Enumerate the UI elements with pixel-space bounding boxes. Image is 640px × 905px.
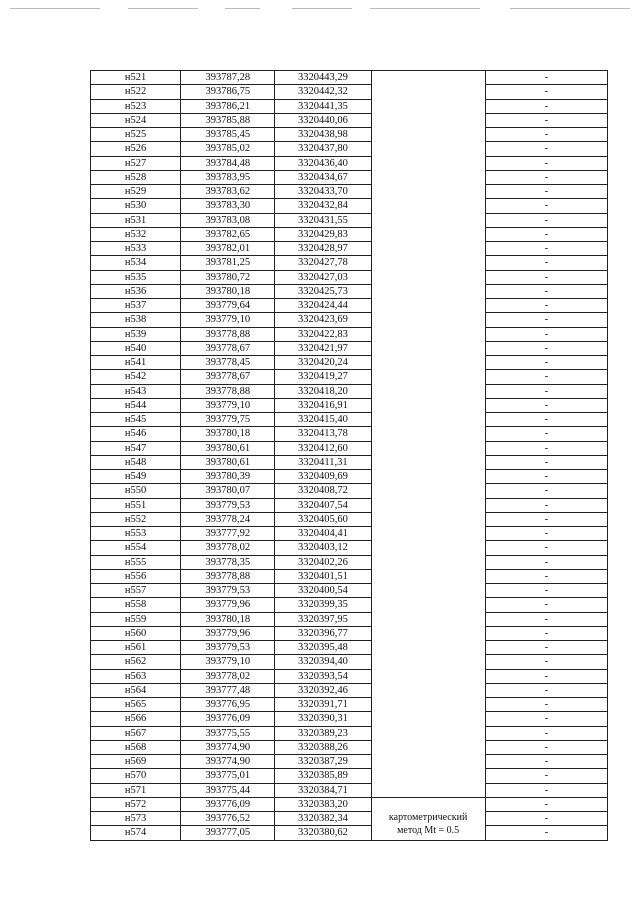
x-coordinate-cell: 393775,01 (181, 769, 275, 783)
point-name-cell: н571 (91, 783, 181, 797)
point-name-cell: н533 (91, 242, 181, 256)
point-name-cell: н525 (91, 128, 181, 142)
x-coordinate-cell: 393778,88 (181, 327, 275, 341)
point-name-cell: н536 (91, 284, 181, 298)
x-coordinate-cell: 393778,24 (181, 512, 275, 526)
table-row (91, 712, 608, 726)
x-coordinate-cell: 393782,65 (181, 227, 275, 241)
x-coordinate-cell: 393776,95 (181, 698, 275, 712)
point-name-cell: н527 (91, 156, 181, 170)
x-coordinate-cell: 393785,45 (181, 128, 275, 142)
table-row (91, 398, 608, 412)
point-name-cell: н572 (91, 797, 181, 811)
description-cell: - (485, 356, 607, 370)
x-coordinate-cell: 393786,75 (181, 85, 275, 99)
x-coordinate-cell: 393777,05 (181, 826, 275, 840)
table-row (91, 270, 608, 284)
point-name-cell: н528 (91, 170, 181, 184)
x-coordinate-cell: 393779,10 (181, 655, 275, 669)
table-row (91, 669, 608, 683)
x-coordinate-cell: 393780,61 (181, 441, 275, 455)
description-cell: - (485, 555, 607, 569)
y-coordinate-cell: 3320423,69 (275, 313, 371, 327)
point-name-cell: н529 (91, 185, 181, 199)
y-coordinate-cell: 3320400,54 (275, 584, 371, 598)
description-cell: - (485, 256, 607, 270)
x-coordinate-cell: 393778,02 (181, 669, 275, 683)
point-name-cell: н531 (91, 213, 181, 227)
table-row (91, 370, 608, 384)
y-coordinate-cell: 3320420,24 (275, 356, 371, 370)
y-coordinate-cell: 3320388,26 (275, 740, 371, 754)
x-coordinate-cell: 393775,55 (181, 726, 275, 740)
point-name-cell: н558 (91, 598, 181, 612)
point-name-cell: н539 (91, 327, 181, 341)
point-name-cell: н554 (91, 541, 181, 555)
point-name-cell: н565 (91, 698, 181, 712)
y-coordinate-cell: 3320385,89 (275, 769, 371, 783)
x-coordinate-cell: 393778,45 (181, 356, 275, 370)
x-coordinate-cell: 393785,88 (181, 113, 275, 127)
y-coordinate-cell: 3320427,03 (275, 270, 371, 284)
y-coordinate-cell: 3320425,73 (275, 284, 371, 298)
table-row (91, 455, 608, 469)
point-name-cell: н556 (91, 569, 181, 583)
x-coordinate-cell: 393777,48 (181, 683, 275, 697)
point-name-cell: н535 (91, 270, 181, 284)
y-coordinate-cell: 3320440,06 (275, 113, 371, 127)
y-coordinate-cell: 3320419,27 (275, 370, 371, 384)
table-row (91, 812, 608, 826)
y-coordinate-cell: 3320441,35 (275, 99, 371, 113)
x-coordinate-cell: 393774,90 (181, 755, 275, 769)
table-row (91, 541, 608, 555)
point-name-cell: н540 (91, 341, 181, 355)
method-blank-cell (371, 71, 485, 798)
y-coordinate-cell: 3320396,77 (275, 626, 371, 640)
x-coordinate-cell: 393781,25 (181, 256, 275, 270)
x-coordinate-cell: 393780,18 (181, 284, 275, 298)
x-coordinate-cell: 393776,09 (181, 797, 275, 811)
point-name-cell: н550 (91, 484, 181, 498)
table-row (91, 85, 608, 99)
description-cell: - (485, 185, 607, 199)
description-cell: - (485, 213, 607, 227)
table-row (91, 655, 608, 669)
table-row (91, 826, 608, 840)
description-cell: - (485, 242, 607, 256)
table-row (91, 185, 608, 199)
description-cell: - (485, 85, 607, 99)
table-row (91, 313, 608, 327)
table-row (91, 299, 608, 313)
method-line-2: метод Mt = 0.5 (397, 824, 460, 836)
description-cell: - (485, 826, 607, 840)
y-coordinate-cell: 3320380,62 (275, 826, 371, 840)
y-coordinate-cell: 3320422,83 (275, 327, 371, 341)
y-coordinate-cell: 3320443,29 (275, 71, 371, 85)
table-row (91, 484, 608, 498)
table-row (91, 598, 608, 612)
point-name-cell: н522 (91, 85, 181, 99)
table-row (91, 327, 608, 341)
table-row (91, 512, 608, 526)
table-row (91, 783, 608, 797)
y-coordinate-cell: 3320437,80 (275, 142, 371, 156)
description-cell: - (485, 370, 607, 384)
description-cell: - (485, 99, 607, 113)
description-cell: - (485, 427, 607, 441)
x-coordinate-cell: 393780,72 (181, 270, 275, 284)
y-coordinate-cell: 3320429,83 (275, 227, 371, 241)
point-name-cell: н566 (91, 712, 181, 726)
x-coordinate-cell: 393774,90 (181, 740, 275, 754)
x-coordinate-cell: 393783,30 (181, 199, 275, 213)
description-cell: - (485, 156, 607, 170)
y-coordinate-cell: 3320403,12 (275, 541, 371, 555)
point-name-cell: н534 (91, 256, 181, 270)
description-cell: - (485, 527, 607, 541)
x-coordinate-cell: 393776,52 (181, 812, 275, 826)
y-coordinate-cell: 3320424,44 (275, 299, 371, 313)
point-name-cell: н543 (91, 384, 181, 398)
description-cell: - (485, 270, 607, 284)
description-cell: - (485, 612, 607, 626)
description-cell: - (485, 598, 607, 612)
x-coordinate-cell: 393778,02 (181, 541, 275, 555)
table-row (91, 242, 608, 256)
point-name-cell: н548 (91, 455, 181, 469)
x-coordinate-cell: 393785,02 (181, 142, 275, 156)
description-cell: - (485, 584, 607, 598)
y-coordinate-cell: 3320402,26 (275, 555, 371, 569)
description-cell: - (485, 441, 607, 455)
point-name-cell: н570 (91, 769, 181, 783)
description-cell: - (485, 142, 607, 156)
description-cell: - (485, 398, 607, 412)
y-coordinate-cell: 3320438,98 (275, 128, 371, 142)
y-coordinate-cell: 3320404,41 (275, 527, 371, 541)
description-cell: - (485, 512, 607, 526)
y-coordinate-cell: 3320399,35 (275, 598, 371, 612)
x-coordinate-cell: 393776,09 (181, 712, 275, 726)
x-coordinate-cell: 393780,07 (181, 484, 275, 498)
point-name-cell: н569 (91, 755, 181, 769)
table-row (91, 755, 608, 769)
table-row (91, 113, 608, 127)
description-cell: - (485, 769, 607, 783)
table-row (91, 213, 608, 227)
x-coordinate-cell: 393783,62 (181, 185, 275, 199)
point-name-cell: н551 (91, 498, 181, 512)
y-coordinate-cell: 3320391,71 (275, 698, 371, 712)
x-coordinate-cell: 393784,48 (181, 156, 275, 170)
table-row (91, 555, 608, 569)
description-cell: - (485, 227, 607, 241)
table-row (91, 569, 608, 583)
description-cell: - (485, 726, 607, 740)
point-name-cell: н545 (91, 413, 181, 427)
description-cell: - (485, 413, 607, 427)
table-row (91, 256, 608, 270)
x-coordinate-cell: 393780,18 (181, 612, 275, 626)
y-coordinate-cell: 3320382,34 (275, 812, 371, 826)
description-cell: - (485, 783, 607, 797)
point-name-cell: н532 (91, 227, 181, 241)
table-row (91, 797, 608, 811)
table-row (91, 341, 608, 355)
y-coordinate-cell: 3320408,72 (275, 484, 371, 498)
table-row (91, 441, 608, 455)
table-row (91, 156, 608, 170)
y-coordinate-cell: 3320392,46 (275, 683, 371, 697)
x-coordinate-cell: 393779,53 (181, 641, 275, 655)
table-row (91, 698, 608, 712)
point-name-cell: н573 (91, 812, 181, 826)
x-coordinate-cell: 393778,88 (181, 384, 275, 398)
point-name-cell: н559 (91, 612, 181, 626)
x-coordinate-cell: 393783,95 (181, 170, 275, 184)
accuracy-method-cell (371, 797, 485, 840)
description-cell: - (485, 484, 607, 498)
y-coordinate-cell: 3320434,67 (275, 170, 371, 184)
x-coordinate-cell: 393782,01 (181, 242, 275, 256)
y-coordinate-cell: 3320390,31 (275, 712, 371, 726)
description-cell: - (485, 712, 607, 726)
description-cell: - (485, 170, 607, 184)
table-row (91, 99, 608, 113)
table-row (91, 612, 608, 626)
description-cell: - (485, 626, 607, 640)
point-name-cell: н561 (91, 641, 181, 655)
y-coordinate-cell: 3320383,20 (275, 797, 371, 811)
point-name-cell: н538 (91, 313, 181, 327)
description-cell: - (485, 455, 607, 469)
x-coordinate-cell: 393779,53 (181, 584, 275, 598)
table-row (91, 384, 608, 398)
y-coordinate-cell: 3320407,54 (275, 498, 371, 512)
point-name-cell: н526 (91, 142, 181, 156)
point-name-cell: н547 (91, 441, 181, 455)
description-cell: - (485, 569, 607, 583)
point-name-cell: н568 (91, 740, 181, 754)
table-row (91, 498, 608, 512)
description-cell: - (485, 113, 607, 127)
y-coordinate-cell: 3320432,84 (275, 199, 371, 213)
x-coordinate-cell: 393778,67 (181, 341, 275, 355)
description-cell: - (485, 299, 607, 313)
point-name-cell: н549 (91, 470, 181, 484)
point-name-cell: н546 (91, 427, 181, 441)
table-row (91, 683, 608, 697)
point-name-cell: н530 (91, 199, 181, 213)
y-coordinate-cell: 3320431,55 (275, 213, 371, 227)
table-row (91, 284, 608, 298)
x-coordinate-cell: 393779,53 (181, 498, 275, 512)
description-cell: - (485, 797, 607, 811)
table-row (91, 626, 608, 640)
y-coordinate-cell: 3320401,51 (275, 569, 371, 583)
y-coordinate-cell: 3320413,78 (275, 427, 371, 441)
point-name-cell: н552 (91, 512, 181, 526)
x-coordinate-cell: 393777,92 (181, 527, 275, 541)
point-name-cell: н557 (91, 584, 181, 598)
table-row (91, 527, 608, 541)
description-cell: - (485, 71, 607, 85)
x-coordinate-cell: 393779,75 (181, 413, 275, 427)
y-coordinate-cell: 3320397,95 (275, 612, 371, 626)
y-coordinate-cell: 3320436,40 (275, 156, 371, 170)
x-coordinate-cell: 393779,96 (181, 598, 275, 612)
x-coordinate-cell: 393779,10 (181, 313, 275, 327)
point-name-cell: н555 (91, 555, 181, 569)
point-name-cell: н541 (91, 356, 181, 370)
x-coordinate-cell: 393775,44 (181, 783, 275, 797)
coordinates-table-body (91, 71, 608, 841)
y-coordinate-cell: 3320427,78 (275, 256, 371, 270)
description-cell: - (485, 683, 607, 697)
y-coordinate-cell: 3320394,40 (275, 655, 371, 669)
x-coordinate-cell: 393780,61 (181, 455, 275, 469)
table-row (91, 726, 608, 740)
x-coordinate-cell: 393780,39 (181, 470, 275, 484)
y-coordinate-cell: 3320412,60 (275, 441, 371, 455)
x-coordinate-cell: 393779,10 (181, 398, 275, 412)
point-name-cell: н562 (91, 655, 181, 669)
y-coordinate-cell: 3320428,97 (275, 242, 371, 256)
table-row (91, 356, 608, 370)
table-row (91, 128, 608, 142)
description-cell: - (485, 384, 607, 398)
y-coordinate-cell: 3320384,71 (275, 783, 371, 797)
point-name-cell: н553 (91, 527, 181, 541)
description-cell: - (485, 498, 607, 512)
description-cell: - (485, 284, 607, 298)
y-coordinate-cell: 3320415,40 (275, 413, 371, 427)
description-cell: - (485, 199, 607, 213)
table-row (91, 199, 608, 213)
point-name-cell: н544 (91, 398, 181, 412)
y-coordinate-cell: 3320433,70 (275, 185, 371, 199)
x-coordinate-cell: 393783,08 (181, 213, 275, 227)
point-name-cell: н542 (91, 370, 181, 384)
y-coordinate-cell: 3320442,32 (275, 85, 371, 99)
point-name-cell: н523 (91, 99, 181, 113)
y-coordinate-cell: 3320411,31 (275, 455, 371, 469)
description-cell: - (485, 755, 607, 769)
point-name-cell: н537 (91, 299, 181, 313)
description-cell: - (485, 313, 607, 327)
table-row (91, 71, 608, 85)
description-cell: - (485, 812, 607, 826)
description-cell: - (485, 641, 607, 655)
description-cell: - (485, 655, 607, 669)
x-coordinate-cell: 393778,35 (181, 555, 275, 569)
y-coordinate-cell: 3320395,48 (275, 641, 371, 655)
y-coordinate-cell: 3320421,97 (275, 341, 371, 355)
table-row (91, 427, 608, 441)
table-row (91, 584, 608, 598)
description-cell: - (485, 470, 607, 484)
page-header-scan-line (10, 8, 630, 14)
x-coordinate-cell: 393779,96 (181, 626, 275, 640)
point-name-cell: н521 (91, 71, 181, 85)
point-name-cell: н567 (91, 726, 181, 740)
point-name-cell: н574 (91, 826, 181, 840)
x-coordinate-cell: 393780,18 (181, 427, 275, 441)
y-coordinate-cell: 3320405,60 (275, 512, 371, 526)
table-row (91, 227, 608, 241)
point-name-cell: н560 (91, 626, 181, 640)
table-row (91, 170, 608, 184)
y-coordinate-cell: 3320387,29 (275, 755, 371, 769)
description-cell: - (485, 541, 607, 555)
y-coordinate-cell: 3320418,20 (275, 384, 371, 398)
table-row (91, 641, 608, 655)
point-name-cell: н563 (91, 669, 181, 683)
description-cell: - (485, 698, 607, 712)
x-coordinate-cell: 393778,88 (181, 569, 275, 583)
y-coordinate-cell: 3320409,69 (275, 470, 371, 484)
description-cell: - (485, 669, 607, 683)
table-row (91, 740, 608, 754)
x-coordinate-cell: 393778,67 (181, 370, 275, 384)
coordinates-table (90, 70, 608, 841)
table-row (91, 413, 608, 427)
point-name-cell: н524 (91, 113, 181, 127)
y-coordinate-cell: 3320393,54 (275, 669, 371, 683)
description-cell: - (485, 341, 607, 355)
table-row (91, 142, 608, 156)
y-coordinate-cell: 3320416,91 (275, 398, 371, 412)
x-coordinate-cell: 393786,21 (181, 99, 275, 113)
y-coordinate-cell: 3320389,23 (275, 726, 371, 740)
x-coordinate-cell: 393779,64 (181, 299, 275, 313)
description-cell: - (485, 327, 607, 341)
table-row (91, 470, 608, 484)
x-coordinate-cell: 393787,28 (181, 71, 275, 85)
description-cell: - (485, 740, 607, 754)
table-row (91, 769, 608, 783)
point-name-cell: н564 (91, 683, 181, 697)
method-line-1: картометрический (388, 811, 468, 823)
description-cell: - (485, 128, 607, 142)
